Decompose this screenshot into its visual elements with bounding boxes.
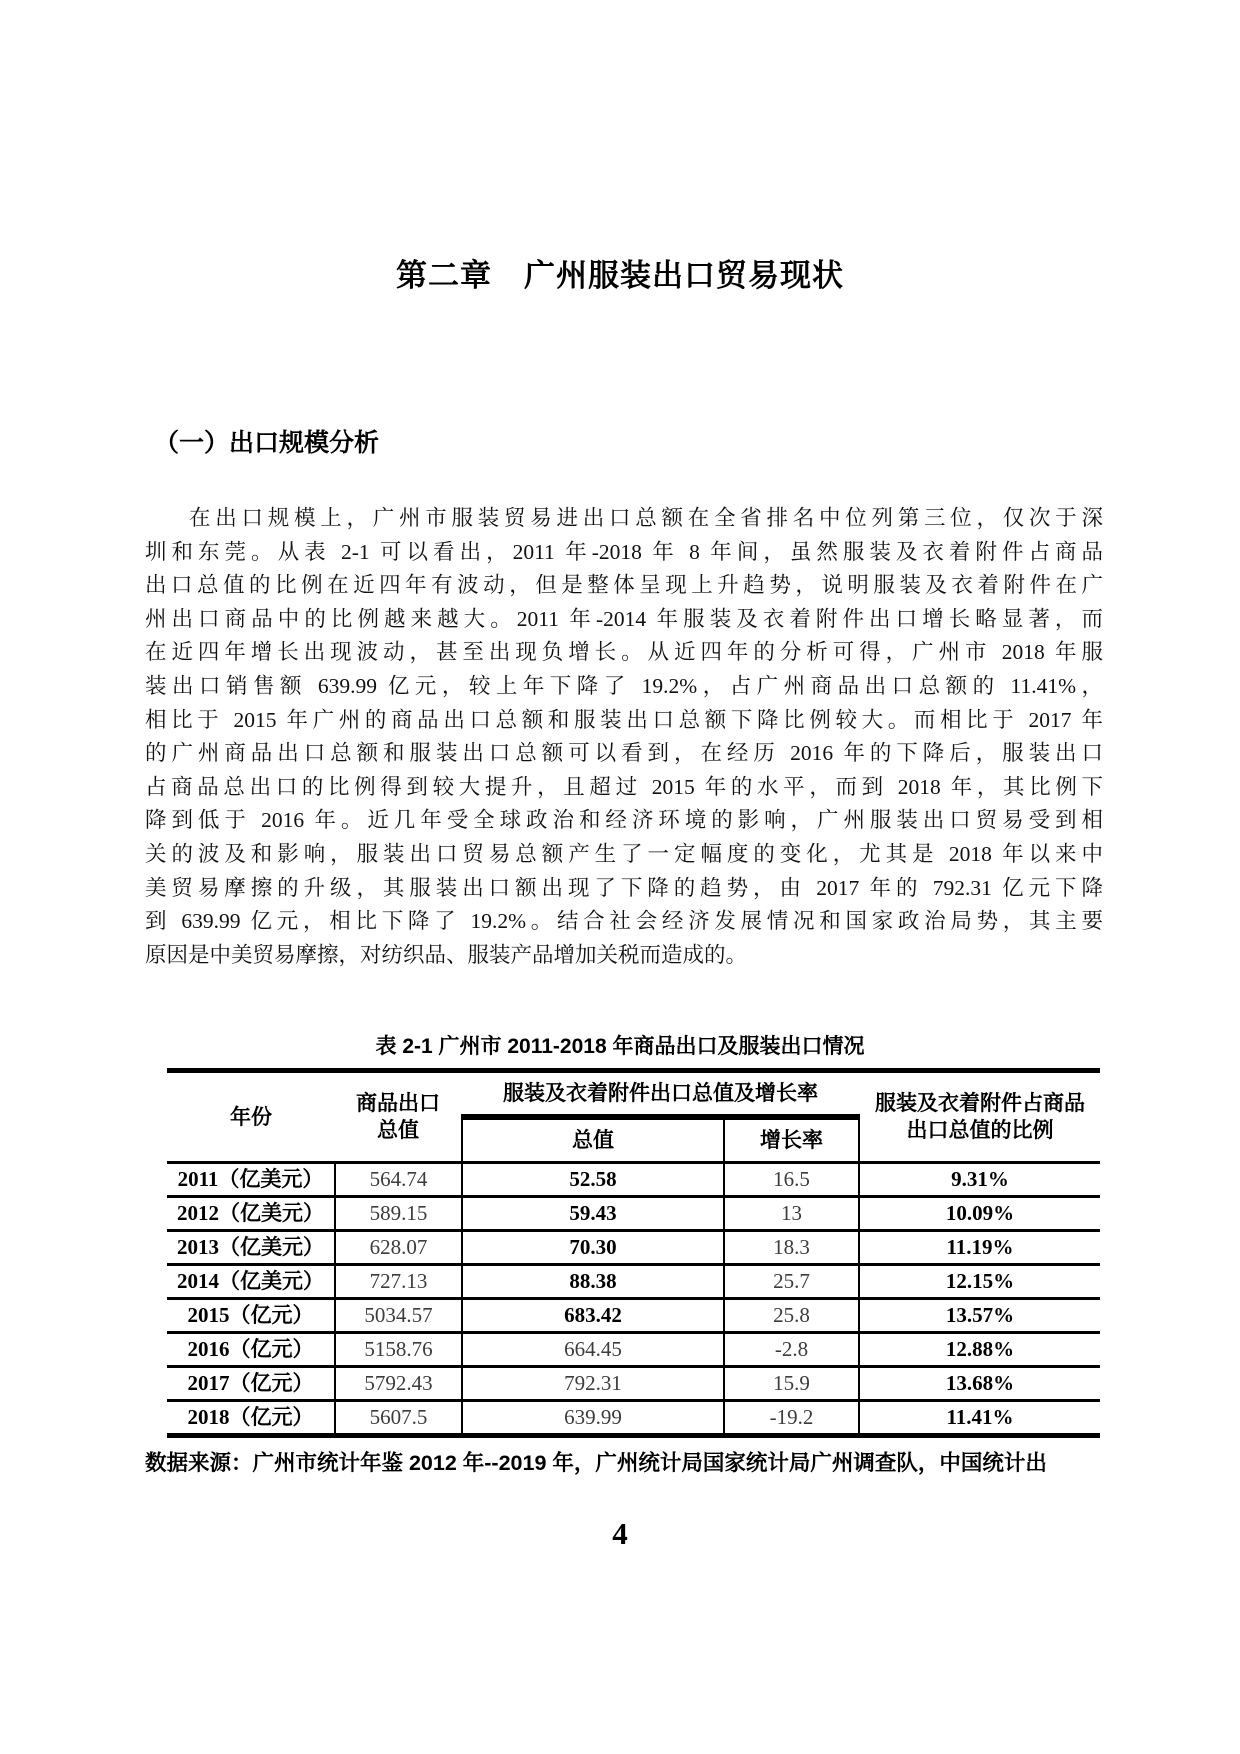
share-cell: 11.19% — [859, 1231, 1100, 1265]
col-header-share — [859, 1071, 1100, 1163]
share-cell: 9.31% — [859, 1163, 1100, 1197]
paragraph-line: 出口总值的比例在近四年有波动，但是整体呈现上升趋势，说明服装及衣着附件在广 — [145, 573, 1103, 598]
goods-total-cell: 5158.76 — [335, 1333, 462, 1367]
paragraph-line: 装出口销售额 639.99 亿元，较上年下降了 19.2%，占广州商品出口总额的 11.41%， — [145, 673, 1103, 698]
year-cell: 2016（亿元） — [167, 1333, 335, 1367]
growth-rate-cell: 25.7 — [724, 1265, 859, 1299]
table-row — [167, 1401, 1100, 1436]
paragraph-line: 在近四年增长出现波动，甚至出现负增长。从近四年的分析可得，广州市 2018 年服 — [145, 640, 1103, 665]
goods-total-cell: 628.07 — [335, 1231, 462, 1265]
growth-rate-cell: 25.8 — [724, 1299, 859, 1333]
share-cell: 11.41% — [859, 1401, 1100, 1436]
table-header-row-1 — [167, 1071, 1100, 1118]
body-paragraph — [145, 502, 1103, 972]
col-header-year: 年份 — [167, 1071, 335, 1163]
paragraph-line: 相比于 2015 年广州的商品出口总额和服装出口总额下降比例较大。而相比于 2017 年 — [145, 707, 1103, 732]
year-cell: 2012（亿美元） — [167, 1197, 335, 1231]
growth-rate-cell: -2.8 — [724, 1333, 859, 1367]
apparel-total-cell: 59.43 — [462, 1197, 724, 1231]
table-row — [167, 1197, 1100, 1231]
col-header-goods-total-line1: 商品出口 — [356, 1092, 440, 1115]
paragraph-line: 州出口商品中的比例越来越大。2011 年-2014 年服装及衣着附件出口增长略显著，而 — [145, 606, 1103, 631]
goods-total-cell: 589.15 — [335, 1197, 462, 1231]
growth-rate-cell: 18.3 — [724, 1231, 859, 1265]
paragraph-line: 在出口规模上，广州市服装贸易进出口总额在全省排名中位列第三位，仅次于深 — [189, 506, 1103, 530]
col-header-goods-total — [335, 1071, 462, 1163]
data-source-note: 数据来源：广州市统计年鉴 2012 年--2019 年，广州统计局国家统计局广州调查队，中国统计出 — [145, 1451, 1047, 1475]
table-row — [167, 1265, 1100, 1299]
paragraph-line: 关的波及和影响，服装出口贸易总额产生了一定幅度的变化，尤其是 2018 年以来中 — [145, 841, 1103, 866]
table-row — [167, 1333, 1100, 1367]
table-row — [167, 1367, 1100, 1401]
growth-rate-cell: -19.2 — [724, 1401, 859, 1436]
year-cell: 2018（亿元） — [167, 1401, 335, 1436]
year-cell: 2017（亿元） — [167, 1367, 335, 1401]
paragraph-line: 占商品总出口的比例得到较大提升，且超过 2015 年的水平，而到 2018 年，其比例下 — [145, 774, 1103, 799]
paragraph-line: 降到低于 2016 年。近几年受全球政治和经济环境的影响，广州服装出口贸易受到相 — [145, 808, 1103, 833]
table-block — [0, 1030, 1240, 1477]
section-heading: （一）出口规模分析 — [154, 429, 380, 457]
col-header-apparel-total: 总值 — [462, 1117, 724, 1163]
goods-total-cell: 727.13 — [335, 1265, 462, 1299]
share-cell: 12.88% — [859, 1333, 1100, 1367]
growth-rate-cell: 15.9 — [724, 1367, 859, 1401]
export-data-table — [167, 1068, 1100, 1438]
year-cell: 2013（亿美元） — [167, 1231, 335, 1265]
apparel-total-cell: 88.38 — [462, 1265, 724, 1299]
paragraph-line: 圳和东莞。从表 2-1 可以看出，2011 年-2018 年 8 年间，虽然服装及衣着附件占商品 — [145, 539, 1103, 564]
col-header-growth-rate: 增长率 — [724, 1117, 859, 1163]
apparel-total-cell: 664.45 — [462, 1333, 724, 1367]
col-header-apparel-group: 服装及衣着附件出口总值及增长率 — [462, 1071, 859, 1118]
chapter-title: 第二章 广州服装出口贸易现状 — [396, 258, 844, 293]
share-cell: 12.15% — [859, 1265, 1100, 1299]
year-cell: 2014（亿美元） — [167, 1265, 335, 1299]
apparel-total-cell: 792.31 — [462, 1367, 724, 1401]
paragraph-line: 到 639.99 亿元，相比下降了 19.2%。结合社会经济发展情况和国家政治局势，其主要 — [145, 909, 1103, 934]
table-caption: 表 2-1 广州市 2011-2018 年商品出口及服装出口情况 — [375, 1035, 865, 1058]
year-cell: 2011（亿美元） — [167, 1163, 335, 1197]
share-cell: 10.09% — [859, 1197, 1100, 1231]
table-row — [167, 1163, 1100, 1197]
apparel-total-cell: 683.42 — [462, 1299, 724, 1333]
apparel-total-cell: 70.30 — [462, 1231, 724, 1265]
growth-rate-cell: 13 — [724, 1197, 859, 1231]
col-header-goods-total-line2: 总值 — [377, 1119, 419, 1142]
col-header-share-line1: 服装及衣着附件占商品 — [875, 1092, 1085, 1115]
goods-total-cell: 5792.43 — [335, 1367, 462, 1401]
paragraph-line: 美贸易摩擦的升级，其服装出口额出现了下降的趋势，由 2017 年的 792.31 亿元下降 — [145, 875, 1103, 900]
page-number: 4 — [612, 1516, 628, 1551]
table-row — [167, 1231, 1100, 1265]
col-header-share-line2: 出口总值的比例 — [906, 1119, 1054, 1142]
paragraph-line: 原因是中美贸易摩擦，对纺织品、服装产品增加关税而造成的。 — [145, 942, 748, 967]
goods-total-cell: 5607.5 — [335, 1401, 462, 1436]
growth-rate-cell: 16.5 — [724, 1163, 859, 1197]
share-cell: 13.68% — [859, 1367, 1100, 1401]
year-cell: 2015（亿元） — [167, 1299, 335, 1333]
share-cell: 13.57% — [859, 1299, 1100, 1333]
paragraph-line: 的广州商品出口总额和服装出口总额可以看到，在经历 2016 年的下降后，服装出口 — [145, 741, 1103, 766]
goods-total-cell: 5034.57 — [335, 1299, 462, 1333]
table-row — [167, 1299, 1100, 1333]
apparel-total-cell: 52.58 — [462, 1163, 724, 1197]
apparel-total-cell: 639.99 — [462, 1401, 724, 1436]
goods-total-cell: 564.74 — [335, 1163, 462, 1197]
